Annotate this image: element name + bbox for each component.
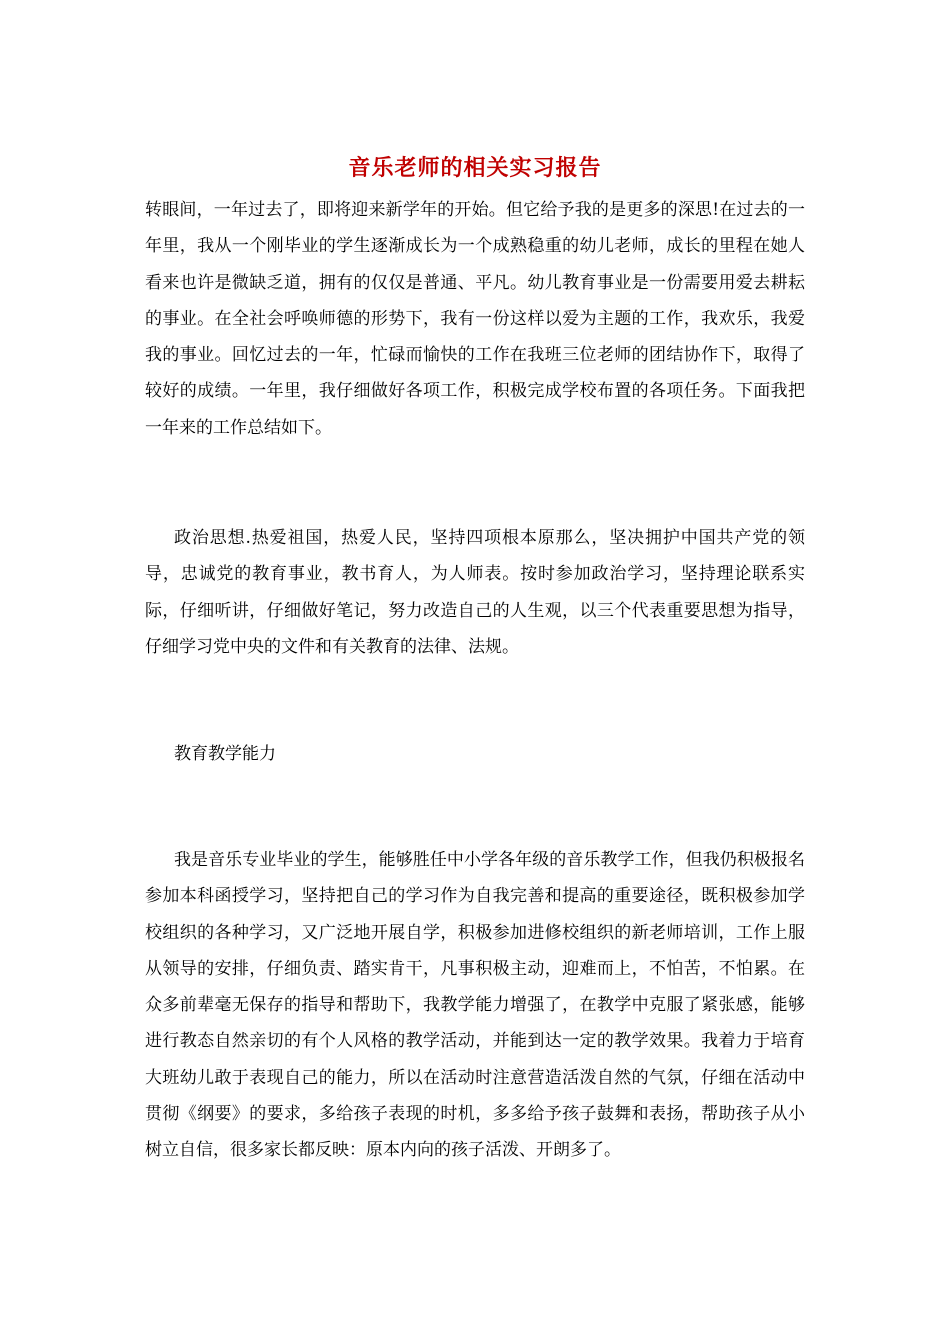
section-heading-teaching-ability (145, 736, 805, 772)
section-heading-text: 教育教学能力 (174, 744, 276, 764)
paragraph-teaching-ability: 我是音乐专业毕业的学生，能够胜任中小学各年级的音乐教学工作，但我仍积极报名参加本科函授学习，坚持把自己的学习作为自我完善和提高的重要途径，既积极参加学校组织的各种学习，又广泛地开展自学，积极参加进修校组织的新老师培训，工作上服从领导的安排，仔细负责、踏实肯干，凡事积极主动，迎难而上，不怕苦，不怕累。在众多前辈毫无保存的指导和帮助下，我教学能力增强了，在教学中克服了紧张感，能够进行教态自然亲切的有个人风格的教学活动，并能到达一定的教学效果。我着力于培育大班幼儿敢于表现自己的能力，所以在活动时注意营造活泼自然的气氛，仔细在活动中贯彻《纲要》的要求，多给孩子表现的时机，多多给予孩子鼓舞和表扬，帮助孩子从小树立自信，很多家长都反映：原本内向的孩子活泼、开朗多了。 (145, 850, 805, 1161)
paragraph-political-thought: 政治思想.热爱祖国，热爱人民，坚持四项根本原那么，坚决拥护中国共产党的领导，忠诚党的教育事业，教书育人，为人师表。按时参加政治学习，坚持理论联系实际，仔细听讲，仔细做好笔记，努力改造自己的人生观，以三个代表重要思想为指导，仔细学习党中央的文件和有关教育的法律、法规。 (145, 528, 805, 657)
document-title: 音乐老师的相关实习报告 (348, 155, 602, 181)
paragraph-intro: 转眼间，一年过去了，即将迎来新学年的开始。但它给予我的是更多的深思!在过去的一年里，我从一个刚毕业的学生逐渐成长为一个成熟稳重的幼儿老师，成长的里程在她人看来也许是微缺乏道，拥有的仅仅是普通、平凡。幼儿教育事业是一份需要用爱去耕耘的事业。在全社会呼唤师德的形势下，我有一份这样以爱为主题的工作，我欢乐，我爱我的事业。回忆过去的一年，忙碌而愉快的工作在我班三位老师的团结协作下，取得了较好的成绩。一年里，我仔细做好各项工作，积极完成学校布置的各项任务。下面我把一年来的工作总结如下。 (145, 200, 805, 438)
